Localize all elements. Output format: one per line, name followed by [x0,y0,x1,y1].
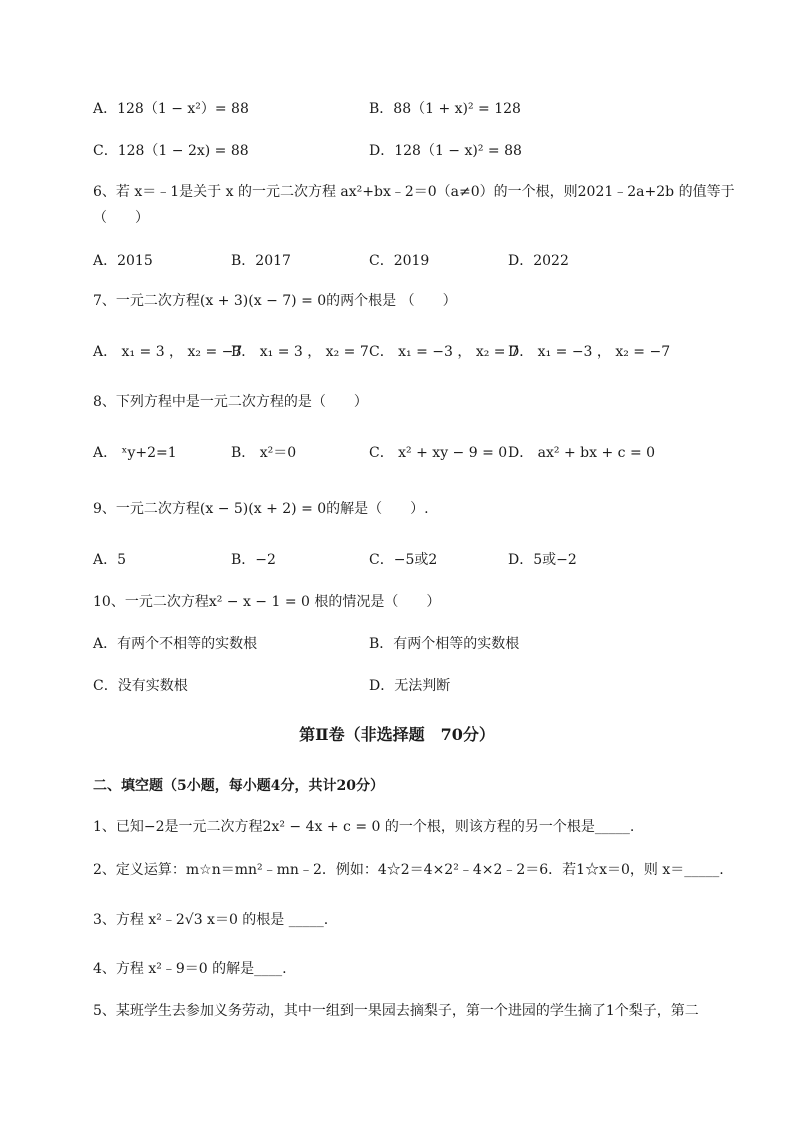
section2-title: 二、填空题（5小题，每小题4分，共计20分） [93,778,384,794]
q9-option-a: A．5 [93,552,127,568]
q5-option-d: D．128（1 − x)² = 88 [369,143,522,159]
q10-option-a: A．有两个不相等的实数根 [93,636,258,652]
q7-option-b: B． x₁ = 3 ， x₂ = 7 [231,344,369,360]
q9-option-d: D．5或−2 [508,552,577,568]
q8-option-d: D． ax² + bx + c = 0 [508,445,656,461]
q9-option-b: B．−2 [231,552,276,568]
fill-question-2: 2、定义运算：m☆n＝mn²﹣mn﹣2．例如：4☆2＝4×2²﹣4×2﹣2＝6．若1☆x＝0，则 x＝_____. [93,862,724,878]
part2-title: 第Ⅱ卷（非选择题 70分） [299,725,495,744]
q5-option-b: B．88（1 + x)² = 128 [369,101,521,117]
fill-question-3: 3、方程 x²﹣2√3 x＝0 的根是 _____. [93,912,329,928]
q5-option-a: A．128（1 − x²）= 88 [93,101,249,117]
q10-option-b: B．有两个相等的实数根 [369,636,520,652]
q7-stem: 7、一元二次方程(x + 3)(x − 7) = 0的两个根是 （ ） [93,293,457,309]
q6-option-d: D．2022 [508,253,569,269]
q5-option-c: C．128（1 − 2x) = 88 [93,143,249,159]
q8-stem: 8、下列方程中是一元二次方程的是（ ） [93,394,368,410]
q6-option-c: C．2019 [369,253,430,269]
q9-stem: 9、一元二次方程(x − 5)(x + 2) = 0的解是（ ）. [93,501,429,517]
q6-paren: （ ） [93,210,149,226]
q7-option-a: A． x₁ = 3 ， x₂ = −7 [93,344,243,360]
q8-option-c: C． x² + xy − 9 = 0 [369,445,508,461]
fill-question-1: 1、已知−2是一元二次方程2x² − 4x + c = 0 的一个根，则该方程的另一个根是_____. [93,819,635,835]
q10-option-d: D．无法判断 [369,678,451,694]
q6-option-b: B．2017 [231,253,291,269]
fill-question-5: 5、某班学生去参加义务劳动，其中一组到一果园去摘梨子，第一个进园的学生摘了1个梨子，第二 [93,1003,699,1019]
q9-option-c: C．−5或2 [369,552,438,568]
q10-option-c: C．没有实数根 [93,678,188,694]
q10-stem: 10、一元二次方程x² − x − 1 = 0 根的情况是（ ） [93,594,441,610]
q7-option-c: C． x₁ = −3 ， x₂ = 7 [369,344,519,360]
q8-option-a: A． ˣy+2=1 [93,445,177,461]
q8-option-b: B． x²＝0 [231,445,297,461]
q7-option-d: D． x₁ = −3 ， x₂ = −7 [508,344,671,360]
fill-question-4: 4、方程 x²﹣9＝0 的解是____. [93,961,287,977]
q6-stem: 6、若 x＝﹣1是关于 x 的一元二次方程 ax²+bx﹣2＝0（a≠0）的一个根，则2021﹣2a+2b 的值等于 [93,184,735,200]
q6-option-a: A．2015 [93,253,153,269]
